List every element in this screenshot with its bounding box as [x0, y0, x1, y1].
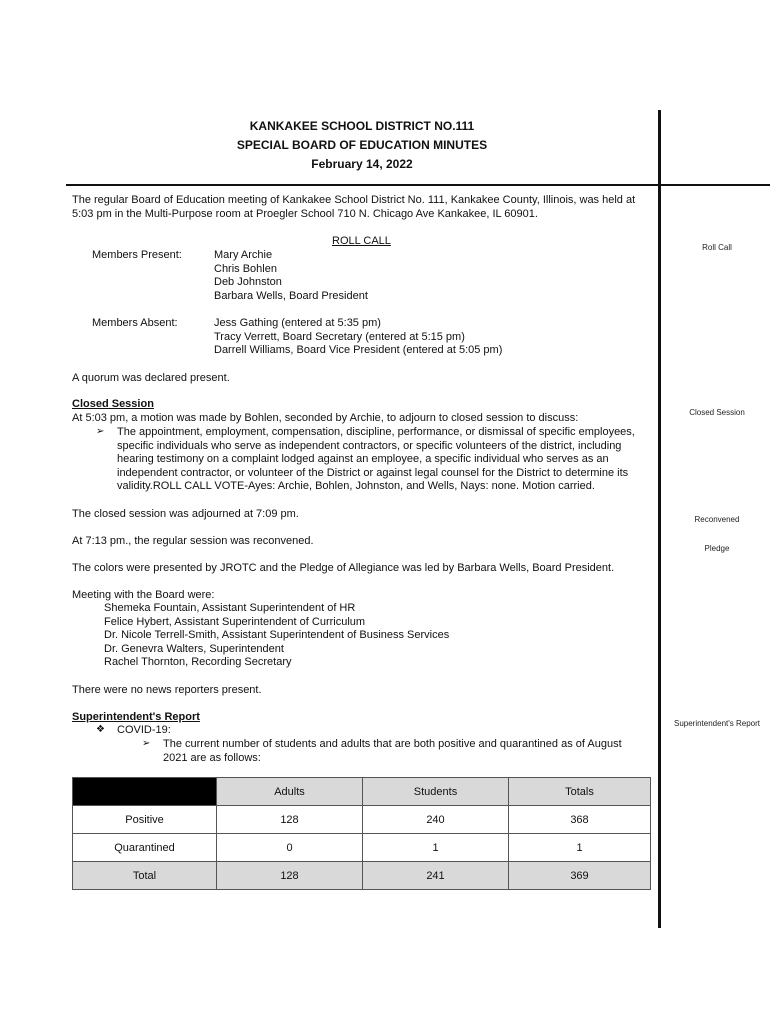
meeting-with-board-label: Meeting with the Board were: — [72, 589, 215, 601]
member-name: Mary Archie — [214, 249, 273, 261]
table-cell: 128 — [217, 806, 363, 834]
topic-line: hearing testimony on a complaint lodged against an employee, a specific individual who serves as an — [117, 453, 609, 466]
roll-call-heading: ROLL CALL — [332, 235, 391, 247]
table-header-cell: Totals — [509, 778, 651, 806]
table-header-cell: Adults — [217, 778, 363, 806]
topic-line: validity.ROLL CALL VOTE-Ayes: Archie, Bohlen, Johnston, and Wells, Nays: none. Motion carried. — [117, 480, 595, 493]
topic-line: specific individuals who serve as independent contractors, or specific volunteers of the district, including — [117, 439, 622, 452]
district-name: KANKAKEE SCHOOL DISTRICT NO.111 — [249, 119, 475, 133]
topic-line: The appointment, employment, compensation, discipline, performance, or dismissal of specific employees, — [117, 426, 635, 438]
covid-description — [163, 738, 622, 765]
table-row — [73, 806, 651, 834]
table-header-cell: Students — [363, 778, 509, 806]
table-cell: 0 — [217, 834, 363, 862]
superintendent-report-heading: Superintendent's Report — [72, 711, 200, 723]
members-present-list — [214, 249, 368, 303]
attendee: Shemeka Fountain, Assistant Superintendent of HR — [104, 602, 356, 614]
member-name: Tracy Verrett, Board Secretary (entered at 5:15 pm) — [214, 330, 465, 343]
reconvened-statement: At 7:13 pm., the regular session was reconvened. — [72, 535, 314, 547]
attendee: Dr. Nicole Terrell-Smith, Assistant Superintendent of Business Services — [104, 629, 450, 642]
meeting-date: February 14, 2022 — [311, 157, 413, 171]
member-name: Darrell Williams, Board Vice President (entered at 5:05 pm) — [214, 344, 503, 357]
table-cell: Positive — [73, 806, 217, 834]
member-name: Barbara Wells, Board President — [214, 289, 368, 302]
attendee: Dr. Genevra Walters, Superintendent — [104, 642, 284, 655]
table-header-cell — [73, 778, 217, 806]
members-absent-list — [214, 317, 502, 358]
adjourned-statement: The closed session was adjourned at 7:09 pm. — [72, 508, 299, 520]
covid-table — [72, 777, 651, 890]
table-cell: 368 — [509, 806, 651, 834]
quorum-statement: A quorum was declared present. — [72, 372, 230, 384]
member-name: Jess Gathing (entered at 5:35 pm) — [214, 317, 381, 329]
table-total-row — [73, 862, 651, 890]
description-line: 2021 are as follows: — [163, 751, 261, 764]
table-cell: 128 — [217, 862, 363, 890]
margin-note-superintendent-report: Superintendent's Report — [673, 719, 761, 728]
news-statement: There were no news reporters present. — [72, 684, 262, 696]
members-absent-label: Members Absent: — [92, 317, 178, 329]
covid-bullet: COVID-19: — [117, 724, 171, 736]
attendee-list — [104, 602, 449, 670]
pledge-statement: The colors were presented by JROTC and the Pledge of Allegiance was led by Barbara Wells, Board President. — [72, 562, 615, 574]
closed-session-topics — [117, 426, 657, 494]
margin-note-reconvened: Reconvened — [694, 515, 740, 524]
member-name: Deb Johnston — [214, 276, 282, 289]
topic-line: independent contractor, or volunteer of the District or against legal counsel for the District to determine its — [117, 466, 629, 479]
table-cell: 240 — [363, 806, 509, 834]
document-title: SPECIAL BOARD OF EDUCATION MINUTES — [236, 138, 488, 152]
description-line: The current number of students and adults that are both positive and quarantined as of August — [163, 738, 622, 750]
margin-note-pledge: Pledge — [704, 544, 730, 553]
margin-note-roll-call: Roll Call — [702, 243, 732, 252]
header-title — [62, 117, 662, 174]
intro-paragraph — [72, 194, 656, 221]
intro-line: 5:03 pm in the Multi-Purpose room at Proegler School 710 N. Chicago Ave Kankakee, IL 60901. — [72, 207, 538, 220]
table-cell: 369 — [509, 862, 651, 890]
table-header-row — [73, 778, 651, 806]
attendee: Rachel Thornton, Recording Secretary — [104, 656, 292, 669]
arrow-bullet-icon: ➢ — [142, 738, 151, 749]
closed-session-heading: Closed Session — [72, 398, 154, 410]
diamond-bullet-icon: ❖ — [96, 724, 105, 735]
member-name: Chris Bohlen — [214, 262, 277, 275]
attendee: Felice Hybert, Assistant Superintendent of Curriculum — [104, 615, 366, 628]
closed-session-motion: At 5:03 pm, a motion was made by Bohlen, seconded by Archie, to adjourn to closed session to discuss: — [72, 412, 579, 424]
table-cell: Quarantined — [73, 834, 217, 862]
header-divider-horizontal — [66, 184, 770, 186]
table-row — [73, 834, 651, 862]
margin-divider-vertical — [658, 110, 661, 928]
table-cell: Total — [73, 862, 217, 890]
margin-note-closed-session: Closed Session — [689, 408, 745, 417]
intro-line: The regular Board of Education meeting of Kankakee School District No. 111, Kankakee County, Illinois, was held at — [72, 194, 636, 206]
arrow-bullet-icon: ➢ — [96, 426, 105, 437]
table-cell: 1 — [509, 834, 651, 862]
table-cell: 241 — [363, 862, 509, 890]
members-present-label: Members Present: — [92, 249, 182, 261]
table-cell: 1 — [363, 834, 509, 862]
